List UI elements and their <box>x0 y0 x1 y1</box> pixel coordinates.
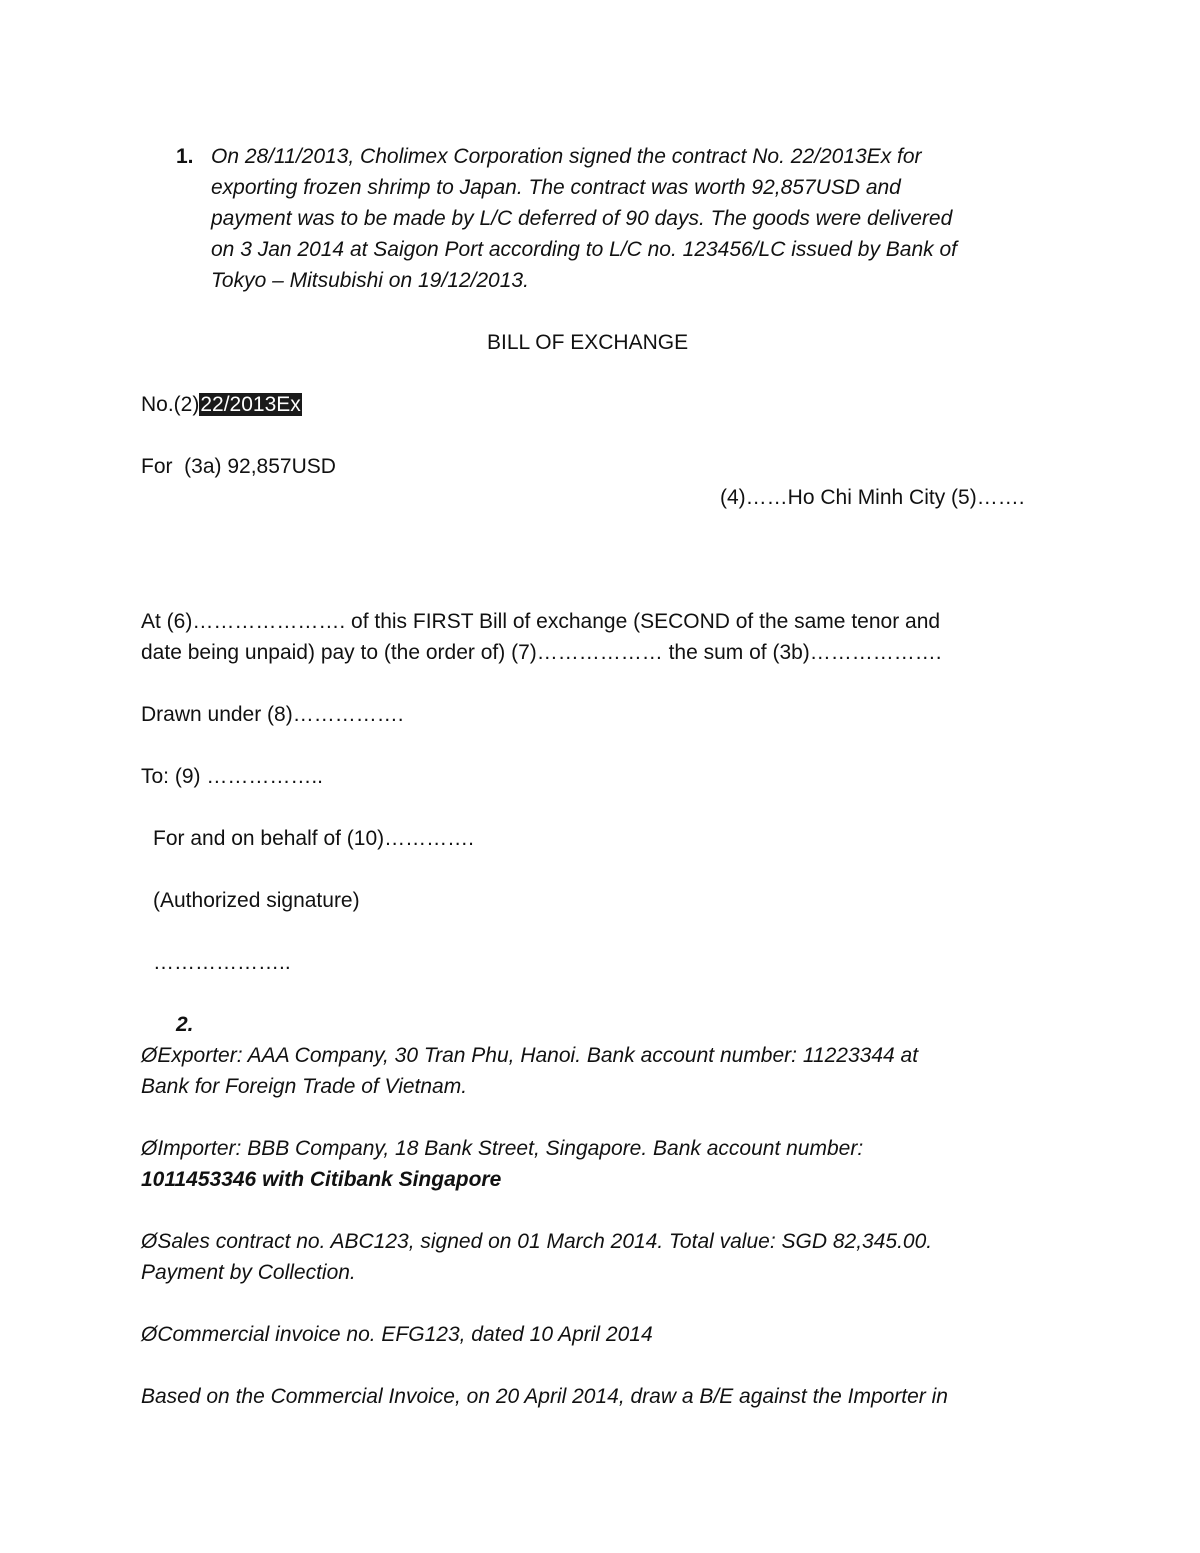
bill-number-line <box>141 389 302 420</box>
bill-title: BILL OF EXCHANGE <box>487 331 689 354</box>
contract-line-1: ØSales contract no. ABC123, signed on 01 March 2014. Total value: SGD 82,345.00. <box>141 1230 933 1253</box>
importer-line-1: ØImporter: BBB Company, 18 Bank Street, Singapore. Bank account number: <box>141 1137 864 1160</box>
bill-drawee: To: (9) …………….. <box>141 765 324 788</box>
bill-number-value[interactable]: 22/2013Ex <box>200 393 301 416</box>
question-1-line: on 3 Jan 2014 at Saigon Port according to L/C no. 123456/LC issued by Bank of <box>211 238 958 261</box>
question-1-line: Tokyo – Mitsubishi on 19/12/2013. <box>211 269 529 292</box>
bill-tenor-line-1: At (6)…………………. of this FIRST Bill of exchange (SECOND of the same tenor and <box>141 610 941 633</box>
bill-drawn-under: Drawn under (8)……………. <box>141 703 404 726</box>
bill-number-label: No.(2) <box>141 393 200 416</box>
question-1-line: On 28/11/2013, Cholimex Corporation signed the contract No. 22/2013Ex for <box>211 145 922 168</box>
question-1-number: 1. <box>176 145 194 168</box>
bill-on-behalf: For and on behalf of (10)…………. <box>153 827 474 850</box>
bill-place-line: (4)……Ho Chi Minh City (5)……. <box>720 486 1025 509</box>
question-1-line: exporting frozen shrimp to Japan. The contract was worth 92,857USD and <box>211 176 901 199</box>
bill-signature-label: (Authorized signature) <box>153 889 360 912</box>
instruction-line: Based on the Commercial Invoice, on 20 April 2014, draw a B/E against the Importer in <box>141 1385 948 1408</box>
exporter-line-2: Bank for Foreign Trade of Vietnam. <box>141 1075 468 1098</box>
bill-signature-line: ……………….. <box>153 951 291 974</box>
question-2-number: 2. <box>176 1013 194 1036</box>
exporter-line-1: ØExporter: AAA Company, 30 Tran Phu, Hanoi. Bank account number: 11223344 at <box>141 1044 919 1067</box>
invoice-line: ØCommercial invoice no. EFG123, dated 10 April 2014 <box>141 1323 653 1346</box>
contract-line-2: Payment by Collection. <box>141 1261 356 1284</box>
question-1-line: payment was to be made by L/C deferred of 90 days. The goods were delivered <box>211 207 953 230</box>
importer-line-2: 1011453346 with Citibank Singapore <box>141 1168 502 1191</box>
bill-amount-line: For (3a) 92,857USD <box>141 455 336 478</box>
bill-tenor-line-2: date being unpaid) pay to (the order of) (7)……………… the sum of (3b)………………. <box>141 641 942 664</box>
question-1-text <box>211 141 1071 296</box>
